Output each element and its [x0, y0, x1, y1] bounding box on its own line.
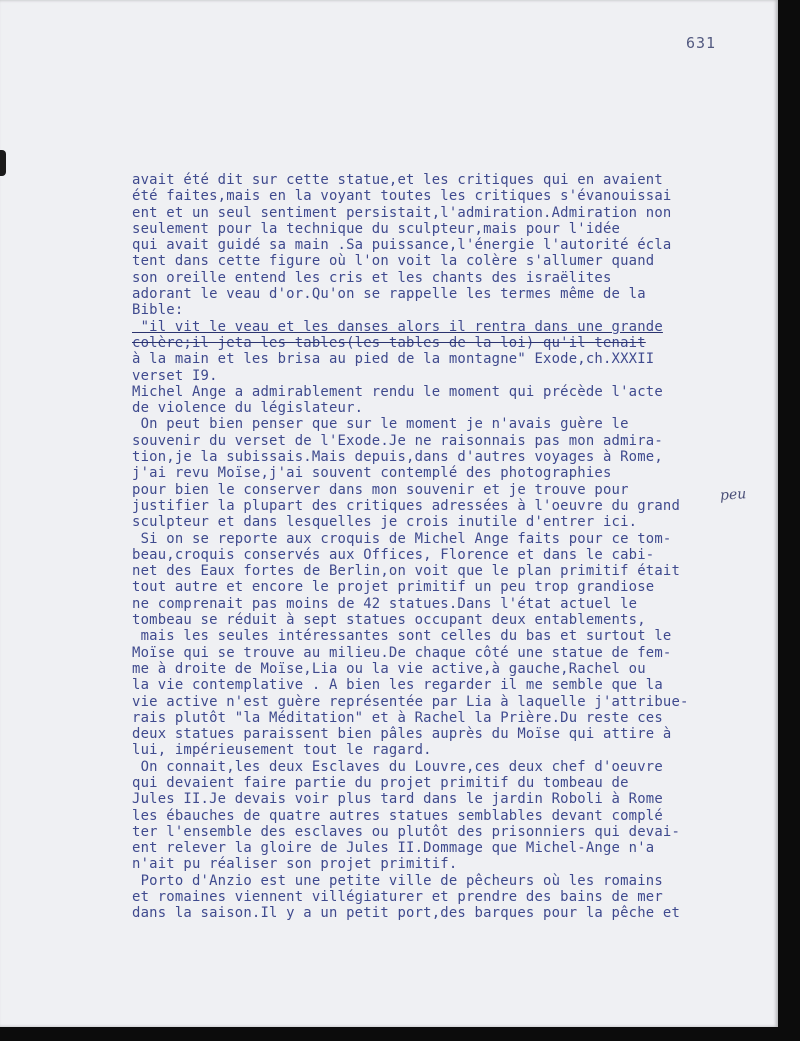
text-line: deux statues paraissent bien pâles auprès du Moïse qui attire à [132, 726, 672, 743]
bible-quote-line: "il vit le veau et les danses alors il rentra dans une grande [132, 318, 663, 335]
text-line: qui devaient faire partie du projet primitif du tombeau de [132, 774, 629, 791]
text-line: n'ait pu réaliser son projet primitif. [132, 856, 458, 873]
body-text [132, 172, 772, 922]
binding-hole-mark [0, 150, 6, 176]
handwritten-margin-note: peu [719, 486, 747, 504]
text-line: ter l'ensemble des esclaves ou plutôt des prisonniers qui devai- [132, 823, 681, 840]
text-line: verset I9. [132, 367, 218, 384]
text-line: j'ai revu Moïse,j'ai souvent contemplé des photographies [132, 465, 612, 482]
text-line: dans la saison.Il y a un petit port,des barques pour la pêche et [132, 905, 681, 922]
text-line: me à droite de Moïse,Lia ou la vie active,à gauche,Rachel ou [132, 660, 646, 677]
text-line: On connait,les deux Esclaves du Louvre,ces deux chef d'oeuvre [132, 758, 663, 775]
text-line: Porto d'Anzio est une petite ville de pêcheurs où les romains [132, 872, 663, 889]
text-line: sculpteur et dans lesquelles je crois inutile d'entrer ici. [132, 514, 638, 531]
text-line: On peut bien penser que sur le moment je n'avais guère le [132, 416, 629, 433]
text-line: les ébauches de quatre autres statues semblables devant complé [132, 807, 663, 824]
text-line: justifier la plupart des critiques adressées à l'oeuvre du grand [132, 497, 681, 514]
bible-quote-line-struck: colère;il jeta les tables(les tables de la loi) qu'il tenait [132, 334, 646, 351]
text-line: net des Eaux fortes de Berlin,on voit que le plan primitif était [132, 563, 681, 580]
text-line: ne comprenait pas moins de 42 statues.Dans l'état actuel le [132, 595, 638, 612]
text-line: tion,je la subissais.Mais depuis,dans d'autres voyages à Rome, [132, 449, 663, 466]
scan-border-bottom [0, 1027, 800, 1041]
scan-border-right [778, 0, 800, 1041]
text-line: et romaines viennent villégiaturer et prendre des bains de mer [132, 889, 663, 906]
text-line: Jules II.Je devais voir plus tard dans le jardin Roboli à Rome [132, 791, 663, 808]
text-line: seulement pour la technique du sculpteur,mais pour l'idée [132, 220, 621, 237]
text-line: tout autre et encore le projet primitif un peu trop grandiose [132, 579, 655, 596]
text-line: à la main et les brisa au pied de la montagne" Exode,ch.XXXII [132, 351, 655, 368]
text-line: tent dans cette figure où l'on voit la colère s'allumer quand [132, 253, 655, 270]
page-number: 631 [686, 34, 717, 52]
text-line: lui, impérieusement tout le ragard. [132, 742, 432, 759]
text-line: la vie contemplative . A bien les regarder il me semble que la [132, 677, 663, 694]
text-line: adorant le veau d'or.Qu'on se rappelle les termes même de la [132, 286, 646, 303]
text-line: Bible: [132, 302, 184, 319]
text-line: été faites,mais en la voyant toutes les critiques s'évanouissai [132, 188, 672, 205]
text-line: son oreille entend les cris et les chants des israëlites [132, 269, 612, 286]
text-line: avait été dit sur cette statue,et les critiques qui en avaient [132, 172, 663, 188]
text-line: rais plutôt "la Méditation" et à Rachel la Prière.Du reste ces [132, 709, 663, 726]
text-line-overtyped: souvenir du verset de l'Exode.Je ne raisonnais pas mon admira- [132, 432, 663, 449]
text-line: Si on se reporte aux croquis de Michel Ange faits pour ce tom- [132, 530, 672, 547]
text-line: pour bien le conserver dans mon souvenir et je trouve pour [132, 481, 629, 498]
text-line: beau,croquis conservés aux Offices, Florence et dans le cabi- [132, 546, 655, 563]
text-line: ent et un seul sentiment persistait,l'admiration.Admiration non [132, 204, 672, 221]
text-line: tombeau se réduit à sept statues occupant deux entablements, [132, 612, 646, 629]
text-line: Michel Ange a admirablement rendu le moment qui précède l'acte [132, 383, 663, 400]
text-line: de violence du législateur. [132, 400, 364, 417]
text-line: vie active n'est guère représentée par Lia à laquelle j'attribue- [132, 693, 689, 710]
text-line: ent relever la gloire de Jules II.Dommage que Michel-Ange n'a [132, 840, 655, 857]
text-line: mais les seules intéressantes sont celles du bas et surtout le [132, 628, 672, 645]
text-line: qui avait guidé sa main .Sa puissance,l'énergie l'autorité écla [132, 237, 672, 254]
text-line: Moïse qui se trouve au milieu.De chaque côté une statue de fem- [132, 644, 672, 661]
